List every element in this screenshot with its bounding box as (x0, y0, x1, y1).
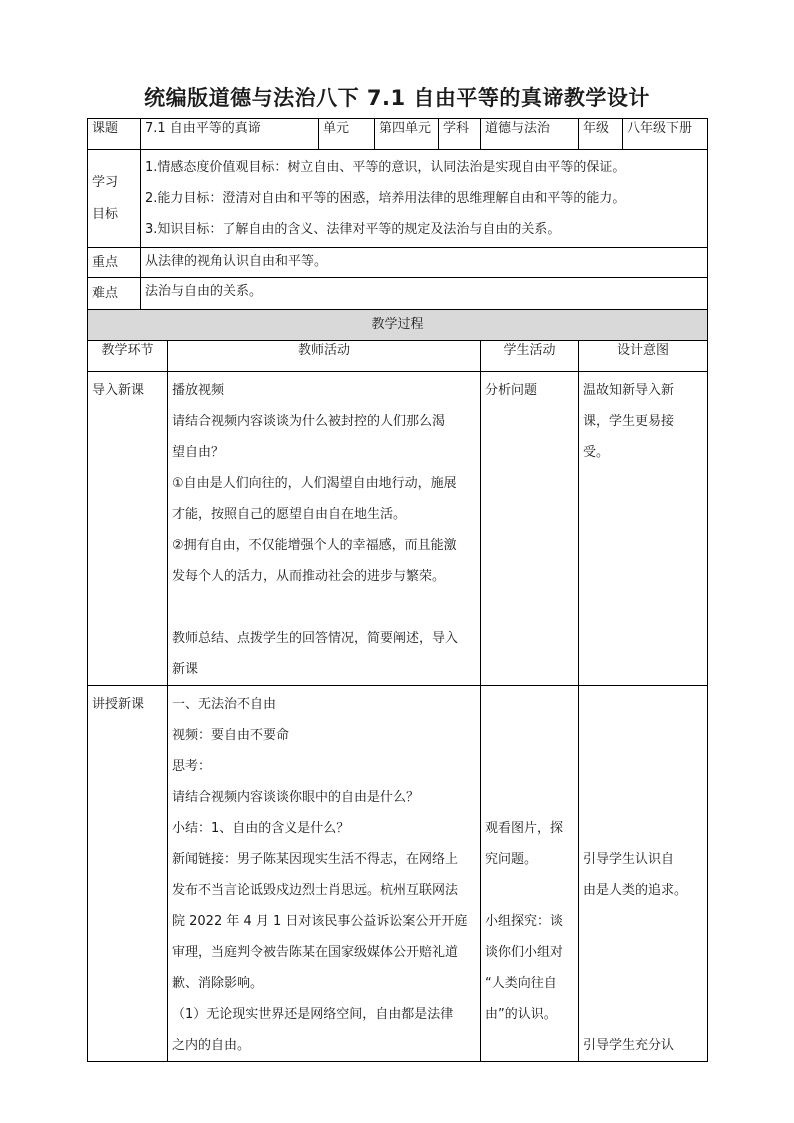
header-row (88, 119, 708, 150)
text-line: 请结合视频内容谈谈你眼中的自由是什么？ (172, 790, 420, 805)
unit-label: 单元 (319, 119, 375, 150)
col-design: 设计意图 (579, 341, 708, 372)
lesson-plan-table (87, 118, 708, 1062)
key-point-label: 重点 (88, 248, 141, 278)
text-line: 教师总结、点拨学生的回答情况，简要阐述，导入 (172, 631, 459, 646)
col-teacher: 教师活动 (168, 341, 481, 372)
text-line: 歉、消除影响。 (172, 976, 264, 991)
subject-value: 道德与法治 (481, 119, 579, 150)
intro-stage: 导入新课 (88, 372, 168, 686)
intro-row (88, 372, 708, 686)
text-line: 小结：1、自由的含义是什么？ (172, 821, 350, 836)
difficulty-value: 法治与自由的关系。 (141, 278, 708, 310)
topic-value: 7.1 自由平等的真谛 (141, 119, 319, 150)
page-title: 统编版道德与法治八下 7.1 自由平等的真谛教学设计 (144, 86, 650, 110)
topic-label: 课题 (88, 119, 141, 150)
subject-label: 学科 (439, 119, 481, 150)
key-point-value: 从法律的视角认识自由和平等。 (141, 248, 708, 278)
intro-student-activity: 分析问题 (481, 372, 579, 686)
text-line: 新课 (172, 662, 199, 677)
goals-row (88, 150, 708, 248)
key-point-row (88, 248, 708, 278)
text-line: 发布不当言论诋毁戍边烈士肖思远。杭州互联网法 (172, 883, 459, 898)
text-line: 之内的自由。 (172, 1038, 251, 1053)
goal-item: 2.能力目标：澄清对自由和平等的困惑，培养用法律的思维理解自由和平等的能力。 (145, 191, 626, 206)
lecture-row (88, 686, 708, 1062)
text-line: 审理，当庭判令被告陈某在国家级媒体公开赔礼道 (172, 945, 459, 960)
text-line: 一、无法治不自由 (172, 697, 277, 712)
text-line (172, 592, 476, 623)
text-line: 发每个人的活力，从而推动社会的进步与繁荣。 (172, 569, 446, 584)
text-line: 新闻链接：男子陈某因现实生活不得志，在网络上 (172, 852, 459, 867)
text-line: 请结合视频内容谈谈为什么被封控的人们那么渴 (172, 414, 446, 429)
unit-value: 第四单元 (375, 119, 439, 150)
text-line: ②拥有自由，不仅能增强个人的幸福感，而且能激 (172, 538, 457, 553)
lecture-stage: 讲授新课 (88, 686, 168, 1062)
difficulty-label: 难点 (88, 278, 141, 310)
text-line: 思考： (172, 759, 212, 774)
text-line: 播放视频 (172, 383, 225, 398)
process-heading: 教学过程 (88, 310, 708, 341)
lecture-student-activity: 观看图片，探 究问题。 小组探究：谈 谈你们小组对 “人类向往自 由”的认识。 (481, 686, 579, 1062)
text-line: 视频：要自由不要命 (172, 728, 290, 743)
col-stage: 教学环节 (88, 341, 168, 372)
process-heading-row (88, 310, 708, 341)
difficulty-row (88, 278, 708, 310)
text-line: 院 2022 年 4 月 1 日对该民事公益诉讼案公开开庭 (172, 914, 468, 929)
grade-value: 八年级下册 (623, 119, 708, 150)
col-student: 学生活动 (481, 341, 579, 372)
goals-list (141, 150, 708, 248)
lecture-teacher-activity (168, 686, 481, 1062)
text-line: 才能，按照自己的愿望自由自在地生活。 (172, 507, 407, 522)
goal-item: 3.知识目标：了解自由的含义、法律对平等的规定及法治与自由的关系。 (145, 222, 561, 237)
grade-label: 年级 (579, 119, 623, 150)
goal-item: 1.情感态度价值观目标：树立自由、平等的意识，认同法治是实现自由平等的保证。 (145, 160, 626, 175)
text-line: 望自由？ (172, 445, 225, 460)
goals-label: 学习 目标 (88, 150, 141, 248)
text-line: ①自由是人们向往的，人们渴望自由地行动，施展 (172, 476, 457, 491)
process-column-headers (88, 341, 708, 372)
intro-design-intent: 温故知新导入新 课，学生更易接 受。 (579, 372, 708, 686)
text-line: （1）无论现实世界还是网络空间，自由都是法律 (172, 1007, 454, 1022)
intro-teacher-activity (168, 372, 481, 686)
lecture-design-intent: 引导学生认识自 由是人类的追求。 引导学生充分认 (579, 686, 708, 1062)
